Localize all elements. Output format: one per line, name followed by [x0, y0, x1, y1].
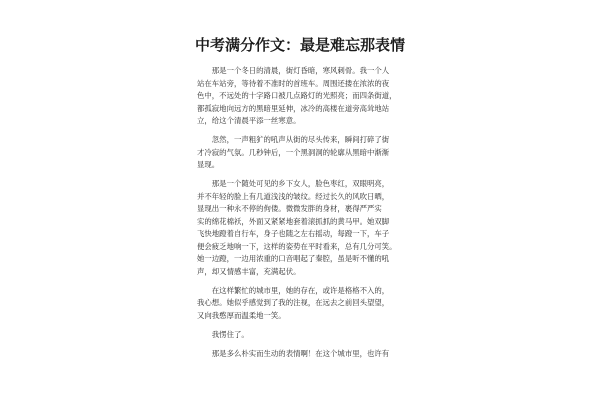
article-body — [197, 65, 409, 360]
text-line: 便会疲乏地响一下，这样的姿势在平时看来，总有几分可笑。 — [197, 241, 397, 251]
text-line: 那是多么朴实而生动的表情啊！在这个城市里，也许有 — [197, 348, 390, 358]
paragraph-2 — [197, 134, 409, 172]
text-line: 那是一个随处可见的乡下女人，脸色枣红，双眼明亮， — [197, 179, 390, 188]
paragraph-1 — [197, 65, 409, 128]
text-line: 并不年轻的脸上有几道浅浅的皱纹。经过长久的风吹日晒， — [197, 191, 390, 201]
text-line: 都孤寂地向远方的黑暗里延伸，冰冷的高楼在道旁高耸地站 — [197, 103, 390, 113]
text-line: 站在车站旁，等待着不准时的首班车。周围还搂在浓浓的夜 — [197, 78, 390, 88]
text-line: 立，给这个清晨平添一丝寒意。 — [197, 116, 301, 125]
text-line: 声，却又情感丰富，充满起伏。 — [197, 266, 301, 276]
text-line: 显现出一种永不停的佝偻。微微发胖的身材，裹得严严实 — [197, 204, 382, 213]
text-line: 显现。 — [197, 160, 220, 169]
text-line: 在这样繁忙的城市里，她的存在，或许是格格不入的， — [197, 285, 390, 295]
paragraph-3 — [197, 178, 409, 278]
paragraph-5 — [197, 329, 409, 342]
text-line: 飞快地蹬着自行车，身子也随之左右摇动，每蹬一下，车子 — [197, 229, 390, 238]
text-line: 我愣住了。 — [197, 329, 249, 339]
paragraph-4 — [197, 285, 409, 323]
text-line: 实的绵花棉袄，外面又紧紧地套着滚抓抓的黄马甲。她双脚 — [197, 216, 390, 226]
article-title: 中考满分作文：最是难忘那表情 — [194, 36, 405, 54]
paragraph-6 — [197, 348, 409, 361]
text-line: 又向我憨厚而温柔地一笑。 — [197, 310, 286, 320]
text-line: 那是一个冬日的清晨，街灯昏暗，寒风刺骨。我一个人 — [197, 66, 390, 75]
text-line: 忽然，一声粗犷的吼声从街的尽头传来，瞬间打碎了街 — [197, 135, 390, 144]
text-line: 才冷寂的气氛。几秒钟后，一个黑洞洞的轮廓从黑暗中渐渐 — [197, 147, 390, 157]
text-line: 色中，不远处的十字路口被几点路灯的光照亮；而四条街道， — [197, 91, 397, 100]
text-line: 我心想。她似乎感觉到了我的注视，在远去之前回头望望， — [197, 298, 390, 307]
text-line: 她一边蹬，一边用浓重的口音唱起了秦腔，虽是听不懂的吼 — [197, 254, 390, 263]
